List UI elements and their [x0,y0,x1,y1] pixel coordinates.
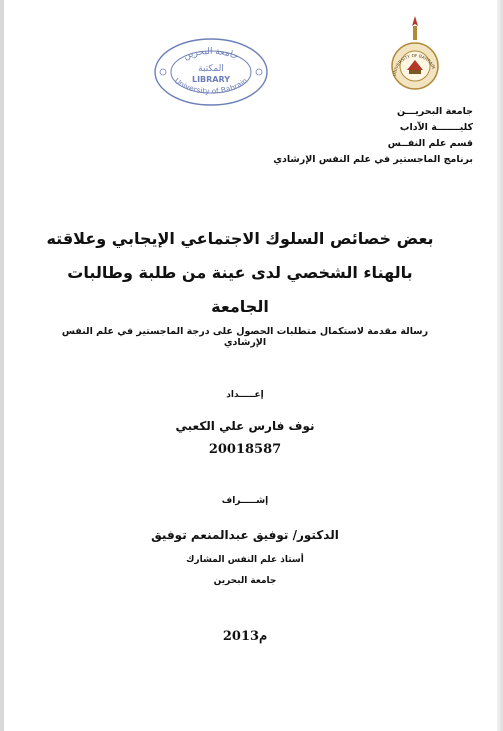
supervisor-name: الدكتور/ توفيق عبدالمنعم توفيق [151,528,339,542]
supervision-label: إشـــــراف [221,496,269,506]
prepared-by-label: إعـــــداد [226,390,264,400]
thesis-subtitle: رسالة مقدمة لاستكمال متطلبات الحصول على درجة الماجستير في علم النفس الإرشادي [61,326,429,348]
university-logo [390,14,440,96]
student-id: 20018587 [208,442,282,457]
header-program: برنامج الماجستير في علم النفس الإرشادي [273,154,473,165]
logo-ring-text: UNIVERSITY OF BAHRAIN [391,52,437,77]
stamp-star-left [160,69,166,75]
supervisor-position: أستاذ علم النفس المشارك [186,555,304,565]
header-college: كليـــــــة الآداب [399,122,473,133]
logo-flame [412,16,418,26]
stamp-star-right [256,69,262,75]
page-left-edge [0,0,4,731]
thesis-title-line2: بالهناء الشخصي لدى عينة من طلبة وطالبات الجامعة [67,263,413,316]
thesis-title-line1: بعض خصائص السلوك الاجتماعي الإيجابي وعلاقته [46,229,434,248]
stamp-arabic-mid: المكتبة [198,64,224,74]
logo-torch [413,26,417,40]
author-name: نوف فارس علي الكعبي [175,419,315,433]
page-right-edge [497,0,503,731]
supervisor-university: جامعة البحرين [213,576,277,586]
header-block [233,104,473,168]
library-stamp [152,36,270,108]
stamp-english-bottom: University of Bahrain [172,76,250,96]
header-department: قسم علم النفــس [387,138,473,149]
stamp-english-mid: LIBRARY [191,75,231,84]
stamp-arabic-top: جامعة البحرين [182,46,240,63]
year: 2013م [222,629,268,644]
thesis-title [40,222,440,324]
header-university: جامعة البحريـــن [396,106,473,117]
